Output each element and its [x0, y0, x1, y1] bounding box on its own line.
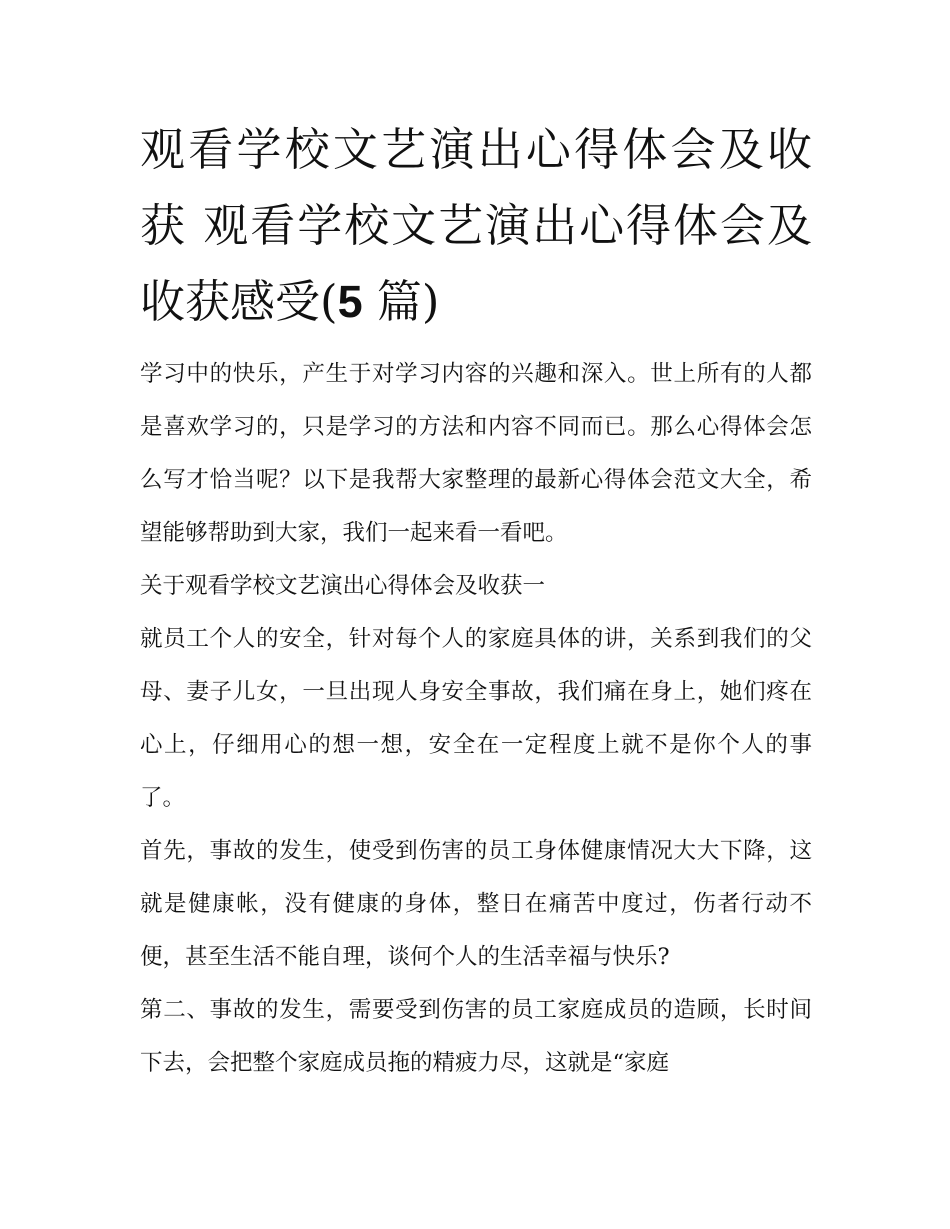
document-body	[140, 348, 812, 1090]
body-paragraph: 就员工个人的安全，针对每个人的家庭具体的讲，关系到我们的父母、妻子儿女，一旦出现人身安全事故，我们痛在身上，她们疼在心上，仔细用心的想一想，安全在一定程度上就不是你个人的事了。	[140, 626, 812, 811]
title-text: 观看学校文艺演出心得体会及收获 观看学校文艺演出心得体会及收获感受(	[140, 123, 812, 328]
intro-paragraph: 学习中的快乐，产生于对学习内容的兴趣和深入。世上所有的人都是喜欢学习的，只是学习的方法和内容不同而已。那么心得体会怎么写才恰当呢？以下是我帮大家整理的最新心得体会范文大全，希望能够帮助到大家，我们一起来看一看吧。	[140, 361, 812, 546]
section-heading: 关于观看学校文艺演出心得体会及收获一	[140, 573, 546, 599]
body-paragraph: 第二、事故的发生，需要受到伤害的员工家庭成员的造顾，长时间下去，会把整个家庭成员拖的精疲力尽，这就是“家庭	[140, 997, 812, 1076]
title-text-end: 篇)	[362, 275, 440, 328]
document-content	[140, 112, 812, 1090]
title-count: 5	[337, 276, 363, 327]
body-paragraph: 首先，事故的发生，使受到伤害的员工身体健康情况大大下降，这就是健康帐，没有健康的身体，整日在痛苦中度过，伤者行动不便，甚至生活不能自理，谈何个人的生活幸福与快乐?	[140, 838, 812, 970]
document-title	[140, 112, 812, 340]
